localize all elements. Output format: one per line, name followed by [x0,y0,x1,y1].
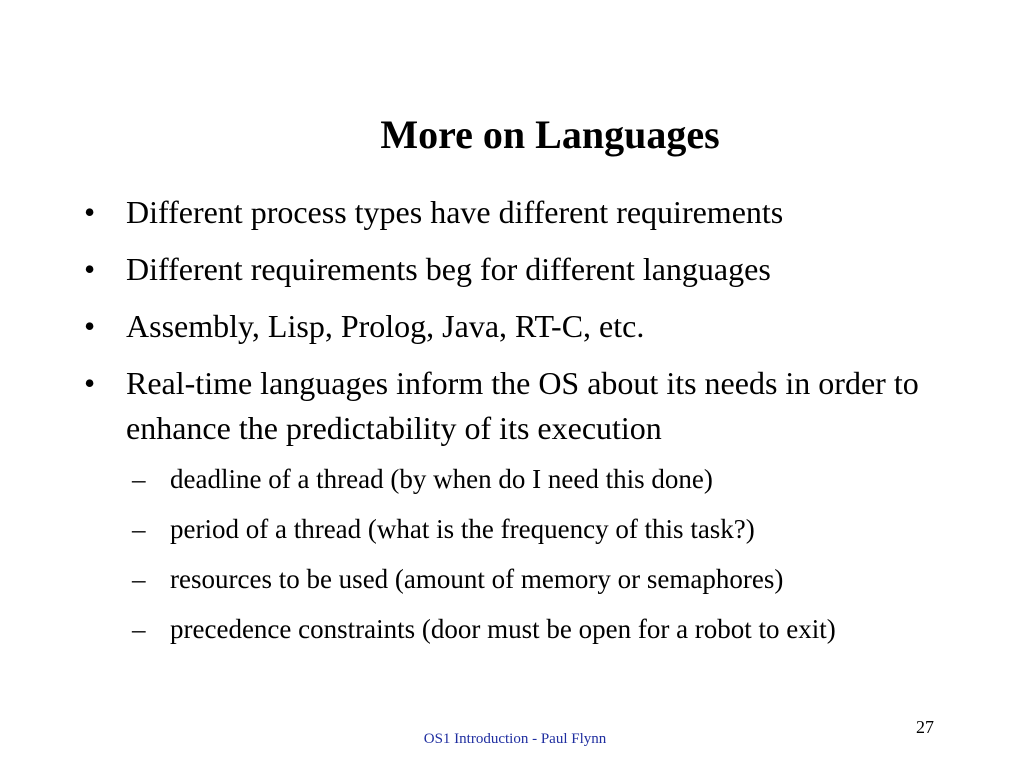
bullet-text: Different process types have different requirements [126,194,784,230]
bullet-marker: • [84,365,96,401]
subbullet-marker: – [132,564,146,594]
bullet-item [84,247,1014,292]
subbullet-text: resources to be used (amount of memory or semaphores) [170,564,784,594]
bullet-item [84,304,1014,349]
bullet-marker: • [84,194,96,230]
subbullet-list [132,460,1022,660]
subbullet-marker: – [132,614,146,644]
bullet-list [84,190,1014,463]
bullet-item [84,190,1014,235]
bullet-marker: • [84,251,96,287]
page-number: 27 [916,717,934,737]
subbullet-marker: – [132,464,146,494]
bullet-marker: • [84,308,96,344]
subbullet-text: period of a thread (what is the frequency of this task?) [170,514,755,544]
subbullet-item [132,610,1022,648]
subbullet-text: deadline of a thread (by when do I need this done) [170,464,713,494]
subbullet-marker: – [132,514,146,544]
subbullet-text: precedence constraints (door must be open for a robot to exit) [170,614,836,644]
subbullet-item [132,510,1022,548]
subbullet-item [132,560,1022,598]
bullet-text: Real-time languages inform the OS about its needs in order to enhance the predictability of its execution [126,365,919,446]
bullet-text: Different requirements beg for different languages [126,251,771,287]
subbullet-item [132,460,1022,498]
bullet-item [84,361,1014,451]
slide-title: More on Languages [380,111,720,157]
bullet-text: Assembly, Lisp, Prolog, Java, RT-C, etc. [126,308,645,344]
footer-text: OS1 Introduction - Paul Flynn [423,731,607,747]
